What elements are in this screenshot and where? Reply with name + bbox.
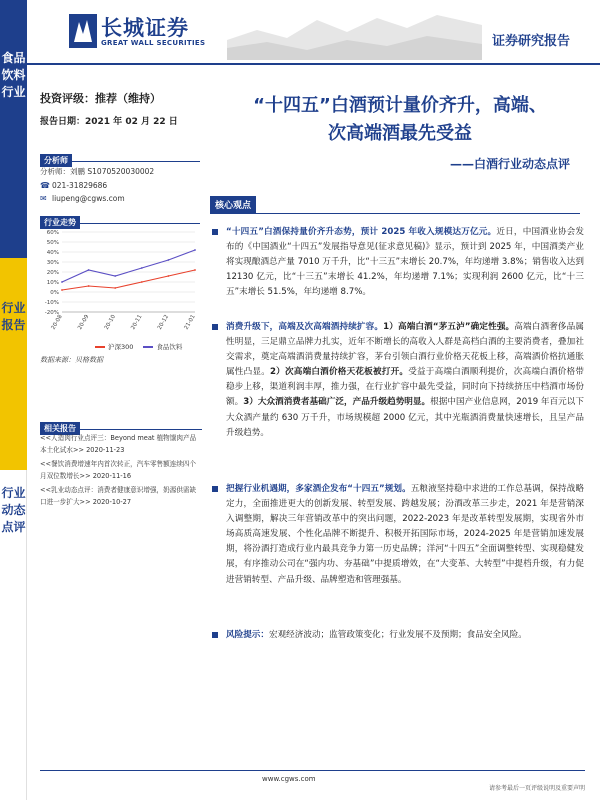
related-section-tag: 相关报告	[40, 422, 80, 435]
x-tick-label: 21-01	[183, 314, 197, 331]
risk-warning	[210, 628, 584, 643]
core-point-2-heading: 消费升级下，高端及次高端酒持续扩容。	[226, 322, 384, 332]
related-report-link[interactable]: <<乳业动态点评：消费者健康意识增强，奶源供需缺口进一步扩大>> 2020-10-27	[40, 486, 197, 506]
x-tick-label: 20-11	[130, 314, 144, 331]
core-point-2-sub-2: 2）次高端白酒价格天花板被打开。	[270, 367, 409, 378]
core-point-2-text-3: 根据中国产业信息网，2019 年百元以下大众酒产量约 630 万千升，市场规模超 2000 亿元，其中光瓶酒消费量快速增长，且呈产品升级趋势。	[226, 397, 584, 438]
legend-label-hs300: 沪深300	[108, 343, 134, 351]
y-tick-label: 40%	[46, 250, 59, 256]
sidebar-yellow-block	[0, 258, 27, 470]
investment-rating: 投资评级：推荐（维持）	[40, 92, 161, 105]
rating-info	[40, 90, 200, 127]
data-source-note: 数据来源：贝格数据	[40, 356, 103, 364]
analyst-phone-line	[40, 181, 200, 190]
sidebar-section-label: 行业报告	[1, 301, 26, 332]
series-point-1	[194, 249, 196, 251]
series-line-1	[62, 250, 195, 282]
phone-icon: ☎	[40, 180, 50, 190]
legend-label-food: 食品饮料	[156, 343, 183, 351]
trend-section-header	[40, 210, 200, 227]
core-point-1-heading: “十四五”白酒保持量价齐升态势，预计 2025 年收入规模达万亿元。	[226, 227, 497, 237]
sidebar-blue-block	[0, 0, 27, 258]
related-section-header	[40, 416, 202, 433]
series-point-1	[168, 259, 170, 261]
related-report-link[interactable]: <<人造肉行业点评三：Beyond meat 植物馕肉产品本土化试水>> 2020-11-23	[40, 434, 197, 454]
report-title-line-2: 次高端酒最先受益	[328, 123, 472, 144]
core-point-1-text: 近日，中国酒业协会发布的《中国酒业“十四五”发展指导意见(征求意见稿)》显示，预计到 2025 年，中国酒类产业将实现酿酒总产量 7010 万千升，比“十三五”末增长 20.7%，年均递增 3.8%；销售收入达到 12130 亿元，比“十三五”末增长 41.2%，年均递增 7.1%；实现利润 2600 亿元，比“十三五”末增长 51.5%，年均递增 8.7%。	[226, 227, 584, 298]
trend-section-tag: 行业走势	[40, 216, 80, 229]
logo-chinese-name: 长城证券	[101, 16, 189, 40]
related-reports-section	[40, 416, 202, 508]
y-tick-label: -10%	[44, 300, 59, 306]
y-tick-label: 0%	[50, 290, 59, 296]
y-tick-label: -20%	[44, 310, 59, 316]
report-type-label: 证券研究报告	[491, 34, 570, 49]
report-title-line-1: “十四五”白酒预计量价齐升，高端、	[253, 95, 547, 116]
core-point-3-heading: 把握行业机遇期，多家酒企发布“十四五”规划。	[226, 484, 411, 494]
series-point-0	[194, 269, 196, 271]
risk-warning-heading: 风险提示：	[226, 630, 269, 640]
x-tick-label: 20-10	[103, 314, 117, 331]
series-point-0	[61, 289, 63, 291]
core-point-2-text-2: 受益于高端白酒顺利提价，次高端白酒价格带稳步上移，渠道利润丰厚，推力强，在行业扩容中最先受益，同时向下持续挤压中档酒市场份额。	[226, 367, 584, 408]
legend-item-hs300	[95, 342, 133, 351]
footer-divider	[40, 770, 585, 771]
analyst-name: 分析师：刘鹏 S1070520030002	[40, 167, 155, 176]
analyst-phone: 021-31829686	[52, 181, 108, 190]
x-tick-label: 20-08	[50, 314, 64, 331]
bullet-square-icon	[212, 229, 218, 235]
series-point-0	[168, 275, 170, 277]
logo-mark-icon	[69, 14, 97, 48]
analyst-email-line	[40, 194, 200, 203]
trend-chart	[40, 226, 200, 356]
risk-warning-text: 宏观经济波动；监管政策变化；行业发展不及预期；食品安全风险。	[268, 630, 527, 640]
series-point-1	[114, 275, 116, 277]
y-tick-label: 60%	[46, 230, 59, 236]
series-point-0	[141, 281, 143, 283]
bullet-square-icon	[212, 486, 218, 492]
great-wall-background-image	[227, 0, 482, 60]
sidebar-report-kind-label: 行业动态点评	[1, 486, 26, 534]
core-point-2	[210, 320, 584, 441]
report-date: 报告日期：2021 年 02 月 22 日	[40, 117, 178, 127]
core-point-1	[210, 225, 584, 300]
series-point-1	[61, 281, 63, 283]
footer-disclaimer: 请参考最后一页评级说明及重要声明	[488, 785, 585, 792]
y-tick-label: 20%	[46, 270, 59, 276]
page-header	[27, 0, 600, 64]
analyst-section	[40, 148, 200, 203]
report-title	[215, 92, 585, 148]
legend-item-food	[143, 342, 182, 351]
footer-website-link[interactable]: www.cgws.com	[262, 775, 316, 783]
core-view-header	[210, 193, 580, 214]
core-point-3-text: 五粮液坚持稳中求进的工作总基调，保持战略定力，全面推进更大的创新发展、转型发展、跨越发展；汾酒改革三步走，2021 年是营销深入调整期，解决三年营销改革中的突出问题，2022-2023 年是改革转型发展期，实现省外市场高质高速发展、个性化品牌不断提升、积极开拓国际市场，2024-2025 年是营销加速发展期，将汾酒打造成行业内最具竞争力第一历史品牌；洋河“十四五”全面调整转型、实现稳健发展，有序推动公司在“强内功、夯基础”中提质增效，在“大变革、大转型”中提档升级，有力促进营销转型、产品升级、品牌塑造和管理强基。	[226, 484, 584, 585]
core-view-header-line	[210, 193, 580, 214]
logo-english-name: GREAT WALL SECURITIES	[101, 39, 206, 47]
analyst-section-header	[40, 148, 200, 165]
series-point-0	[88, 285, 90, 287]
sidebar-industry-label: 食品饮料行业	[1, 51, 26, 99]
series-point-1	[88, 269, 90, 271]
x-tick-label: 20-12	[156, 314, 171, 331]
chart-legend	[95, 342, 182, 351]
series-point-1	[141, 267, 143, 269]
analyst-section-tag: 分析师	[40, 154, 72, 167]
email-icon: ✉	[40, 193, 47, 203]
y-tick-label: 30%	[46, 260, 59, 266]
y-tick-label: 50%	[46, 240, 59, 246]
x-tick-label: 20-09	[77, 314, 91, 331]
bullet-square-icon	[212, 324, 218, 330]
trend-chart-svg	[40, 226, 200, 342]
industry-trend-section	[40, 210, 200, 356]
header-divider	[27, 63, 600, 65]
y-tick-label: 10%	[46, 280, 59, 286]
core-point-3	[210, 482, 584, 588]
related-report-link[interactable]: <<餐饮消费增速年内首次转正，汽车零售额连续四个月双位数增长>> 2020-11-16	[40, 460, 197, 480]
core-view-tag: 核心观点	[210, 196, 256, 213]
core-point-2-sub-3: 3）大众酒消费者基础广泛，产品升级趋势明显。	[243, 397, 431, 408]
series-point-0	[114, 287, 116, 289]
analyst-name-line	[40, 166, 200, 177]
left-sidebar-band	[0, 0, 27, 800]
report-subtitle: ——白酒行业动态点评	[449, 157, 570, 171]
analyst-email[interactable]: liupeng@cgws.com	[52, 194, 125, 203]
company-logo	[69, 12, 249, 52]
core-point-2-sub-1: 1）高端白酒“茅五泸”确定性强。	[383, 322, 515, 332]
bullet-square-icon	[212, 632, 218, 638]
core-point-2-text-1: 高端白酒奢侈品属性明显，三足鼎立品牌力扎实，近年不断增长的高收入人群是高档白酒的主要消费者，叠加社交需求，奠定高端酒消费量持续扩容，茅台引领白酒行业价格天花板上移，高端酒价格抗通胀属性凸显。	[226, 322, 584, 378]
